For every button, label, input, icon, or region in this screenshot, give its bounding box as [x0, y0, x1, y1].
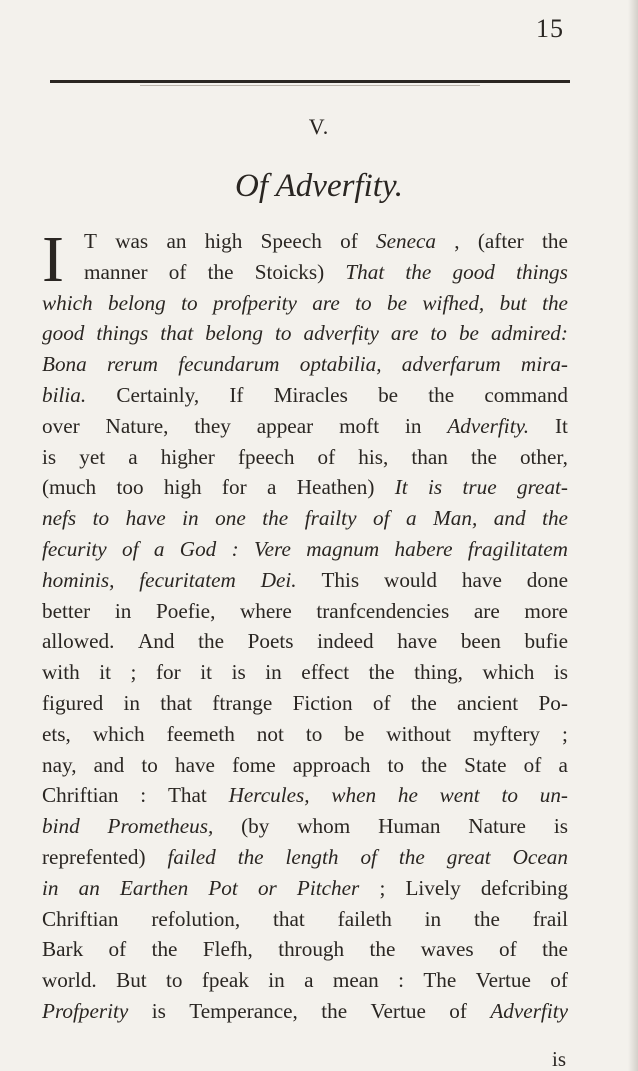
- word: mean: [332, 968, 379, 993]
- word: the: [542, 290, 568, 315]
- word: Miracles: [273, 382, 348, 407]
- word: Nature: [468, 814, 526, 839]
- text-line: [42, 380, 568, 411]
- word: a: [153, 536, 165, 561]
- word: in: [114, 598, 132, 623]
- word: the: [541, 229, 568, 253]
- word: admired:: [491, 321, 568, 346]
- word: adverfity: [303, 321, 379, 346]
- text-line: [42, 842, 568, 873]
- word: yet: [79, 444, 106, 469]
- word: The: [423, 968, 457, 993]
- word: adverfarum: [401, 352, 501, 377]
- text-line: [42, 811, 568, 842]
- word: the: [428, 382, 455, 407]
- word: with: [42, 660, 80, 685]
- word: which: [92, 721, 145, 746]
- page-edge-shadow: [628, 0, 638, 1071]
- word: fome: [232, 752, 276, 777]
- word: (by: [241, 814, 270, 839]
- word: to: [501, 783, 518, 808]
- word: things: [516, 259, 568, 284]
- body-text: [42, 223, 568, 1027]
- word: T: [84, 229, 97, 253]
- header-rule: [50, 80, 570, 83]
- word: :: [231, 536, 239, 561]
- text-line: [42, 503, 568, 534]
- word: rerum: [106, 352, 158, 377]
- word: mira-: [520, 352, 568, 377]
- word: to: [275, 321, 292, 346]
- word: high: [163, 475, 202, 500]
- word: figured: [42, 690, 104, 715]
- word: Fiction: [292, 690, 353, 715]
- word: optabilia,: [299, 352, 382, 377]
- word: of: [372, 690, 391, 715]
- word: waves: [420, 937, 474, 962]
- word: hominis,: [42, 567, 115, 592]
- word: is: [151, 998, 166, 1023]
- text-line: [42, 257, 568, 288]
- word: but: [499, 290, 527, 315]
- word: are: [473, 598, 500, 623]
- word: Seneca: [376, 229, 437, 253]
- word: ,: [454, 229, 460, 253]
- word: in: [182, 506, 199, 531]
- word: he: [397, 783, 418, 808]
- word: Ocean: [512, 844, 568, 869]
- word: in: [265, 660, 282, 685]
- word: better: [42, 598, 91, 623]
- word: the: [207, 259, 234, 284]
- word: ;: [562, 721, 568, 746]
- word: and: [493, 506, 526, 531]
- word: other,: [519, 444, 568, 469]
- word: in: [268, 968, 285, 993]
- word: of: [523, 752, 542, 777]
- word: Hercules,: [228, 783, 310, 808]
- word: habere: [394, 536, 453, 561]
- word: is: [42, 444, 57, 469]
- word: of: [449, 998, 467, 1023]
- text-line: [42, 565, 568, 596]
- word: to: [387, 752, 405, 777]
- word: the: [151, 937, 178, 962]
- word: (much: [42, 475, 97, 500]
- text-line: [42, 318, 568, 349]
- word: nay,: [42, 752, 77, 777]
- text-line: [42, 411, 568, 442]
- word: an: [78, 875, 100, 900]
- word: to: [305, 721, 323, 746]
- word: of: [373, 506, 390, 531]
- word: that: [273, 906, 305, 931]
- word: Chriftian: [42, 906, 119, 931]
- word: the: [470, 444, 497, 469]
- word: to: [92, 506, 110, 531]
- word: Heathen): [296, 475, 375, 500]
- word: bilia.: [42, 382, 87, 407]
- text-line: [42, 657, 568, 688]
- word: Vertue: [475, 968, 531, 993]
- word: appear: [256, 413, 314, 438]
- text-line: [42, 534, 568, 565]
- word: Certainly,: [116, 382, 200, 407]
- word: failed: [167, 844, 216, 869]
- word: in: [123, 690, 140, 715]
- word: And: [137, 629, 175, 654]
- text-line: [42, 934, 568, 965]
- word: to: [430, 321, 447, 346]
- word: over: [42, 413, 80, 438]
- word: bufie: [524, 629, 568, 654]
- word: myftery: [472, 721, 541, 746]
- word: of: [168, 259, 187, 284]
- word: frail: [532, 906, 568, 931]
- word: a: [406, 506, 417, 531]
- word: nefs: [42, 506, 77, 531]
- word: It: [394, 475, 408, 500]
- word: is: [553, 660, 568, 685]
- word: the: [237, 844, 264, 869]
- word: reprefented): [42, 844, 146, 869]
- text-line: [42, 873, 568, 904]
- word: belong: [205, 321, 263, 346]
- word: ftrange: [212, 690, 273, 715]
- text-line: [42, 688, 568, 719]
- word: fecurity: [42, 536, 107, 561]
- word: are: [312, 290, 340, 315]
- word: be: [458, 321, 479, 346]
- word: Flefh,: [202, 937, 253, 962]
- catchword: is: [551, 1047, 566, 1071]
- word: Bona: [42, 352, 87, 377]
- word: the: [198, 629, 224, 654]
- word: wifhed,: [422, 290, 485, 315]
- word: (after: [477, 229, 524, 253]
- word: But: [116, 968, 147, 993]
- word: to: [355, 290, 372, 315]
- text-line: [42, 750, 568, 781]
- word: have: [125, 506, 166, 531]
- word: the: [421, 752, 448, 777]
- word: is: [231, 660, 246, 685]
- word: great-: [517, 475, 568, 500]
- word: an: [166, 229, 187, 253]
- word: feemeth: [166, 721, 235, 746]
- text-line: [42, 626, 568, 657]
- text-line: [42, 780, 568, 811]
- word: ets,: [42, 721, 71, 746]
- text-line: [42, 965, 568, 996]
- word: of: [317, 444, 336, 469]
- word: of: [360, 844, 377, 869]
- word: is: [553, 814, 568, 839]
- word: the: [369, 937, 396, 962]
- word: than: [411, 444, 448, 469]
- word: good: [452, 259, 495, 284]
- word: a: [266, 475, 277, 500]
- word: the: [542, 506, 568, 531]
- word: for: [155, 660, 181, 685]
- word: fpeak: [201, 968, 249, 993]
- word: indeed: [317, 629, 374, 654]
- word: Man,: [433, 506, 478, 531]
- word: :: [398, 968, 404, 993]
- word: Prometheus,: [107, 814, 214, 839]
- text-line: [42, 904, 568, 935]
- word: Adverfity.: [447, 413, 530, 438]
- word: a: [128, 444, 138, 469]
- word: through: [278, 937, 345, 962]
- word: to: [181, 290, 198, 315]
- text-line: [42, 288, 568, 319]
- word: Adverfity: [490, 998, 568, 1023]
- word: refolution,: [151, 906, 241, 931]
- word: without: [386, 721, 451, 746]
- word: was: [115, 229, 149, 253]
- word: State: [464, 752, 507, 777]
- word: Lively: [405, 875, 461, 900]
- word: which: [482, 660, 535, 685]
- word: which: [42, 290, 93, 315]
- word: ;: [379, 875, 386, 900]
- word: in: [42, 875, 59, 900]
- word: Po-: [538, 690, 568, 715]
- text-line: [42, 719, 568, 750]
- word: Human: [378, 814, 441, 839]
- word: have: [397, 629, 438, 654]
- text-line: [42, 226, 568, 257]
- word: is: [428, 475, 443, 500]
- word: for: [221, 475, 247, 500]
- word: of: [108, 937, 127, 962]
- word: fragilitatem: [467, 536, 568, 561]
- word: have: [461, 567, 502, 592]
- word: bind: [42, 814, 80, 839]
- word: whom: [297, 814, 351, 839]
- word: manner: [84, 259, 148, 284]
- word: it: [200, 660, 213, 685]
- word: Pitcher: [296, 875, 360, 900]
- drop-cap: I: [42, 223, 64, 296]
- word: If: [229, 382, 244, 407]
- text-line: [42, 472, 568, 503]
- word: be: [387, 290, 408, 315]
- word: be: [344, 721, 365, 746]
- word: of: [550, 968, 568, 993]
- word: the: [473, 906, 500, 931]
- word: it: [99, 660, 111, 685]
- word: Speech: [260, 229, 322, 253]
- word: his,: [358, 444, 389, 469]
- word: been: [460, 629, 501, 654]
- word: of: [340, 229, 358, 253]
- word: Poefie,: [155, 598, 216, 623]
- word: have: [174, 752, 215, 777]
- word: world.: [42, 968, 97, 993]
- word: Temperance,: [189, 998, 298, 1023]
- word: allowed.: [42, 629, 115, 654]
- text-line: [42, 349, 568, 380]
- word: one: [215, 506, 246, 531]
- word: That: [167, 783, 207, 808]
- word: the: [321, 998, 348, 1023]
- word: Bark: [42, 937, 84, 962]
- word: fecundarum: [178, 352, 280, 377]
- word: fpeech: [237, 444, 295, 469]
- word: fecuritatem: [139, 567, 236, 592]
- word: the: [262, 506, 289, 531]
- word: It: [554, 413, 568, 438]
- word: the: [410, 690, 437, 715]
- word: ;: [130, 660, 137, 685]
- word: thing,: [414, 660, 463, 685]
- word: high: [204, 229, 243, 253]
- word: the: [542, 937, 568, 962]
- word: the: [368, 660, 395, 685]
- word: or: [257, 875, 277, 900]
- word: the: [405, 259, 432, 284]
- word: effect: [301, 660, 350, 685]
- word: the: [398, 844, 425, 869]
- word: defcribing: [480, 875, 568, 900]
- word: ancient: [457, 690, 519, 715]
- word: too: [116, 475, 144, 500]
- chapter-title: Of Adverfity.: [234, 168, 404, 204]
- text-line: [42, 596, 568, 627]
- word: and: [93, 752, 125, 777]
- text-line: [42, 996, 568, 1027]
- word: went: [439, 783, 480, 808]
- word: when: [331, 783, 377, 808]
- word: God: [179, 536, 217, 561]
- word: in: [404, 413, 422, 438]
- word: be: [378, 382, 399, 407]
- word: that: [160, 321, 194, 346]
- word: un-: [539, 783, 568, 808]
- word: Poets: [247, 629, 294, 654]
- word: belong: [108, 290, 166, 315]
- word: length: [285, 844, 339, 869]
- word: Pot: [208, 875, 238, 900]
- word: to: [166, 968, 183, 993]
- word: are: [390, 321, 419, 346]
- word: Nature,: [105, 413, 169, 438]
- word: good: [42, 321, 85, 346]
- word: :: [140, 783, 147, 808]
- header-rule-shadow: [140, 85, 480, 86]
- word: higher: [160, 444, 215, 469]
- word: Dei.: [260, 567, 297, 592]
- word: done: [526, 567, 568, 592]
- word: not: [256, 721, 284, 746]
- chapter-number: V.: [308, 114, 330, 139]
- word: things: [96, 321, 149, 346]
- word: would: [384, 567, 437, 592]
- word: more: [524, 598, 568, 623]
- word: a: [558, 752, 568, 777]
- word: Earthen: [119, 875, 189, 900]
- page-number: 15: [536, 14, 564, 43]
- word: Vere: [254, 536, 291, 561]
- word: a: [304, 968, 314, 993]
- word: frailty: [304, 506, 357, 531]
- word: in: [424, 906, 442, 931]
- word: approach: [292, 752, 371, 777]
- word: where: [239, 598, 292, 623]
- word: of: [122, 536, 139, 561]
- word: faileth: [337, 906, 392, 931]
- word: Stoicks): [254, 259, 325, 284]
- word: they: [194, 413, 231, 438]
- word: Profperity: [42, 998, 129, 1023]
- word: command: [484, 382, 568, 407]
- word: tranfcendencies: [316, 598, 450, 623]
- word: great: [446, 844, 491, 869]
- word: That: [345, 259, 385, 284]
- word: profperity: [212, 290, 297, 315]
- word: moft: [339, 413, 380, 438]
- word: magnum: [306, 536, 380, 561]
- word: that: [160, 690, 193, 715]
- word: Vertue: [370, 998, 426, 1023]
- word: Chriftian: [42, 783, 119, 808]
- word: of: [499, 937, 517, 962]
- text-line: [42, 442, 568, 473]
- word: This: [321, 567, 360, 592]
- word: to: [141, 752, 158, 777]
- word: true: [462, 475, 497, 500]
